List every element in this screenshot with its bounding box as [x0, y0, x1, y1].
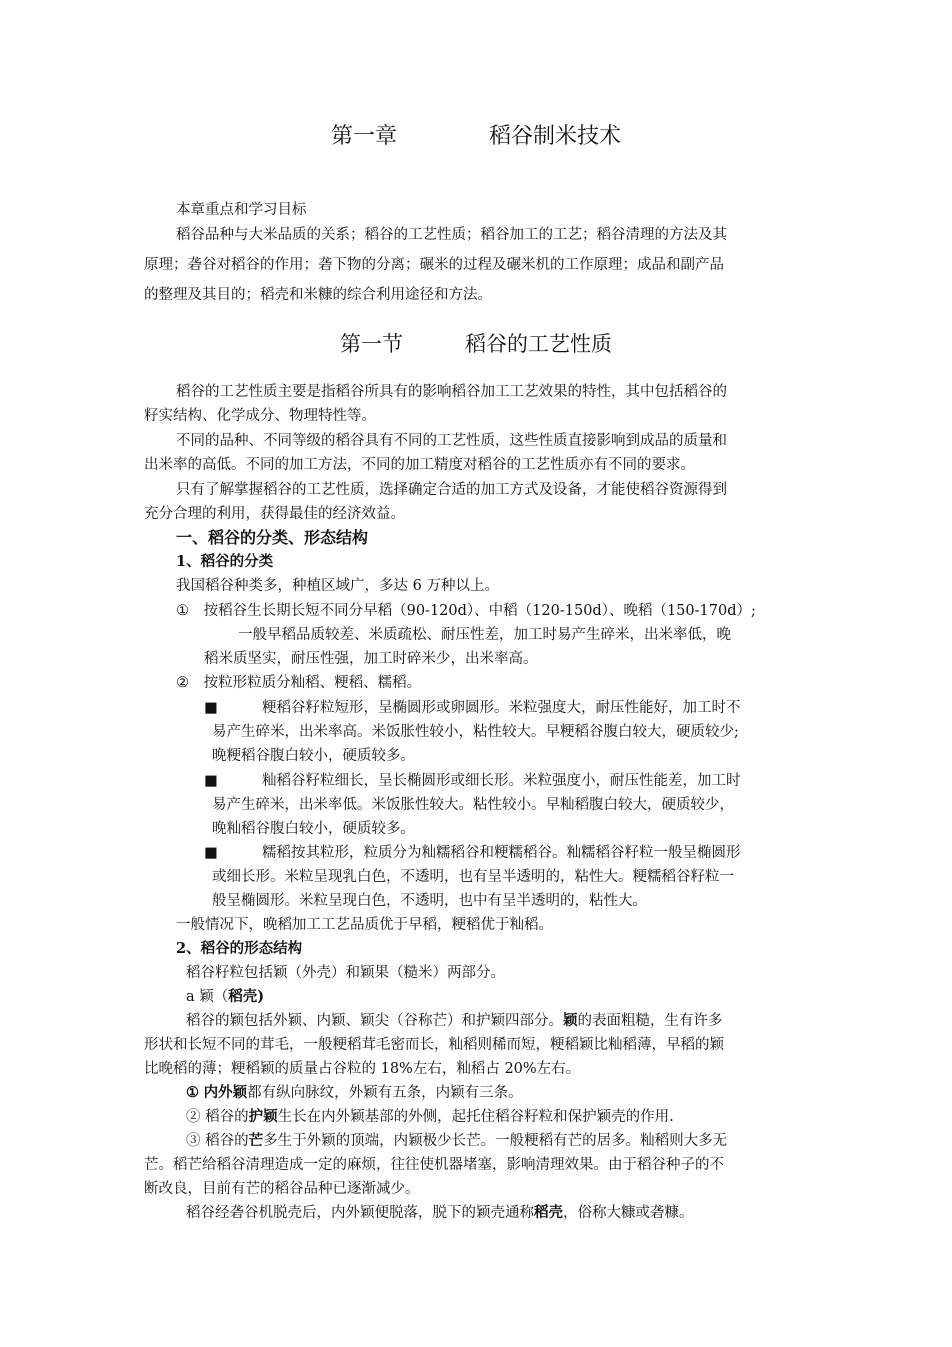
point-lemma: [186, 1082, 523, 1104]
bullet-glutinous-line-1: [204, 842, 741, 864]
intro-line-3: 不同的品种、不同等级的稻谷具有不同的工艺性质，这些性质直接影响到成品的质量和: [176, 433, 727, 449]
bullet-text: 糯稻按其粒形，粒质分为籼糯稻谷和粳糯稻谷。籼糯稻谷籽粒一般呈椭圆形: [262, 845, 741, 861]
subheading-classification: 1、稻谷的分类: [176, 553, 274, 570]
bullet-indica-line-3: 晚籼稻谷腹白较小，硬质较多。: [212, 821, 415, 837]
list-item-growth-period: [176, 600, 756, 622]
hull-label-bold: 稻壳: [228, 988, 258, 1005]
section-number: 第一节: [340, 332, 403, 356]
husk-text: 稻谷经砻谷机脱壳后，内外颖便脱落，脱下的颖壳通称: [186, 1205, 534, 1221]
point-text: 都有纵向脉纹，外颖有五条，内颖有三条。: [247, 1085, 523, 1101]
objectives-label: 本章重点和学习目标: [176, 202, 307, 218]
point-bold-term: 芒: [248, 1132, 264, 1149]
item-marker: ②: [176, 675, 189, 691]
chapter-number: 第一章: [330, 124, 397, 149]
item-text: 按粒形粒质分籼稻、粳稻、糯稻。: [203, 675, 422, 691]
bullet-marker: ■: [204, 845, 218, 861]
intro-line-2: 籽实结构、化学成分、物理特性等。: [144, 408, 376, 424]
husk-final-line: [186, 1202, 694, 1224]
item-marker: ①: [176, 603, 189, 619]
list-item-grain-shape: [176, 672, 421, 694]
hull-label-suffix: ): [257, 988, 265, 1005]
heading-classification: 一、稻谷的分类、形态结构: [176, 528, 369, 547]
hull-text: 稻谷的颖包括外颖、内颖、颖尖（谷称芒）和护颖四部分。: [186, 1013, 563, 1029]
hull-label-prefix: a 颖（: [186, 989, 229, 1005]
subheading-morphology: 2、稻谷的形态结构: [176, 940, 303, 957]
point-marker: ②: [186, 1109, 201, 1125]
point-marker: ①: [186, 1084, 199, 1101]
bullet-glutinous-line-3: 般呈椭圆形。米粒呈现白色，不透明，也中有呈半透明的，粘性大。: [212, 893, 647, 909]
bullet-japonica-line-3: 晚粳稻谷腹白较小，硬质较多。: [212, 748, 415, 764]
classification-summary: 一般情况下，晚稻加工工艺品质优于早稻，粳稻优于籼稻。: [176, 917, 553, 933]
point-marker: ③: [186, 1133, 201, 1149]
growth-detail-line-1: 一般早稻品质较差、米质疏松、耐压性差，加工时易产生碎米，出米率低，晚: [238, 627, 731, 643]
intro-line-4: 出米率的高低。不同的加工方法，不同的加工精度对稻谷的工艺性质亦有不同的要求。: [144, 457, 695, 473]
objectives-line-1: 稻谷品种与大米品质的关系；稻谷的工艺性质；稻谷加工的工艺；稻谷清理的方法及其: [176, 227, 727, 243]
point-text: 多生于外颖的顶端，内颖极少长芒。一般粳稻有芒的居多。籼稻则大多无: [263, 1133, 728, 1149]
bullet-marker: ■: [204, 700, 218, 716]
point-text: 稻谷的: [205, 1109, 249, 1125]
bullet-marker: ■: [204, 773, 218, 789]
point-bold-term: 内外颖: [203, 1084, 248, 1101]
morphology-line: 稻谷籽粒包括颖（外壳）和颖果（糙米）两部分。: [186, 965, 505, 981]
bullet-glutinous-line-2: 或细长形。米粒呈现乳白色，不透明，也有呈半透明的，粘性大。粳糯稻谷籽粒一: [212, 869, 734, 885]
bullet-text: 粳稻谷籽粒短形，呈椭圆形或卵圆形。米粒强度大，耐压性能好，加工时不: [262, 700, 741, 716]
item-text: 按稻谷生长期长短不同分早稻（90-120d）、中稻（120-150d）、晚稻（150-170d）;: [203, 603, 756, 619]
bullet-japonica-line-2: 易产生碎米，出米率高。米饭胀性较小，粘性较大。早粳稻谷腹白较大，硬质较少;: [212, 724, 739, 740]
chapter-name: 稻谷制米技术: [489, 124, 622, 149]
varieties-line: 我国稻谷种类多，种植区域广，多达 6 万种以上。: [176, 578, 499, 594]
hull-para-line-2: 形状和长短不同的茸毛，一般粳稻茸毛密而长，籼稻则稀而短，粳稻颖比籼稻薄，早稻的颖: [144, 1037, 724, 1053]
intro-line-1: 稻谷的工艺性质主要是指稻谷所具有的影响稻谷加工工艺效果的特性，其中包括稻谷的: [176, 384, 727, 400]
section-name: 稻谷的工艺性质: [465, 332, 612, 356]
husk-text: ，俗称大糠或砻糠。: [563, 1205, 694, 1221]
growth-detail-line-2: 稻米质坚实，耐压性强，加工时碎米少，出米率高。: [204, 651, 538, 667]
hull-bold-term: 颖: [563, 1012, 578, 1029]
objectives-line-3: 的整理及其目的；稻壳和米糠的综合利用途径和方法。: [144, 287, 492, 303]
point-glume: [186, 1106, 674, 1128]
point-bold-term: 护颖: [248, 1108, 278, 1125]
husk-bold-term: 稻壳: [534, 1204, 563, 1221]
chapter-title: [0, 121, 952, 153]
point-text: 稻谷的: [205, 1133, 249, 1149]
intro-line-6: 充分合理的利用，获得最佳的经济效益。: [144, 506, 405, 522]
bullet-text: 籼稻谷籽粒细长，呈长椭圆形或细长形。米粒强度小，耐压性能差，加工时: [262, 773, 741, 789]
hull-para-line-3: 比晚稻的薄；粳稻颖的质量占谷粒的 18%左右，籼稻占 20%左右。: [144, 1061, 581, 1077]
objectives-line-2: 原理；砻谷对稻谷的作用；砻下物的分离；碾米的过程及碾米机的工作原理；成品和副产品: [144, 257, 724, 273]
point-awn-line-1: [186, 1130, 727, 1152]
hull-para-line-1: [186, 1010, 723, 1032]
hull-label: [186, 986, 264, 1008]
bullet-indica-line-1: [204, 770, 741, 792]
hull-text: 的表面粗糙，生有许多: [577, 1013, 723, 1029]
bullet-japonica-line-1: [204, 697, 741, 719]
point-awn-line-2: 芒。稻芒给稻谷清理造成一定的麻烦，往往使机器堵塞，影响清理效果。由于稻谷种子的不: [144, 1157, 724, 1173]
point-awn-line-3: 断改良，目前有芒的稻谷品种已逐渐减少。: [144, 1181, 420, 1197]
intro-line-5: 只有了解掌握稻谷的工艺性质，选择确定合适的加工方式及设备，才能使稻谷资源得到: [176, 482, 727, 498]
point-text: 生长在内外颖基部的外侧，起托住稻谷籽粒和保护颖壳的作用.: [277, 1109, 674, 1125]
section-title: [0, 328, 952, 360]
bullet-indica-line-2: 易产生碎米，出米率低。米饭胀性较大。粘性较小。早籼稻腹白较大，硬质较少，: [212, 797, 734, 813]
